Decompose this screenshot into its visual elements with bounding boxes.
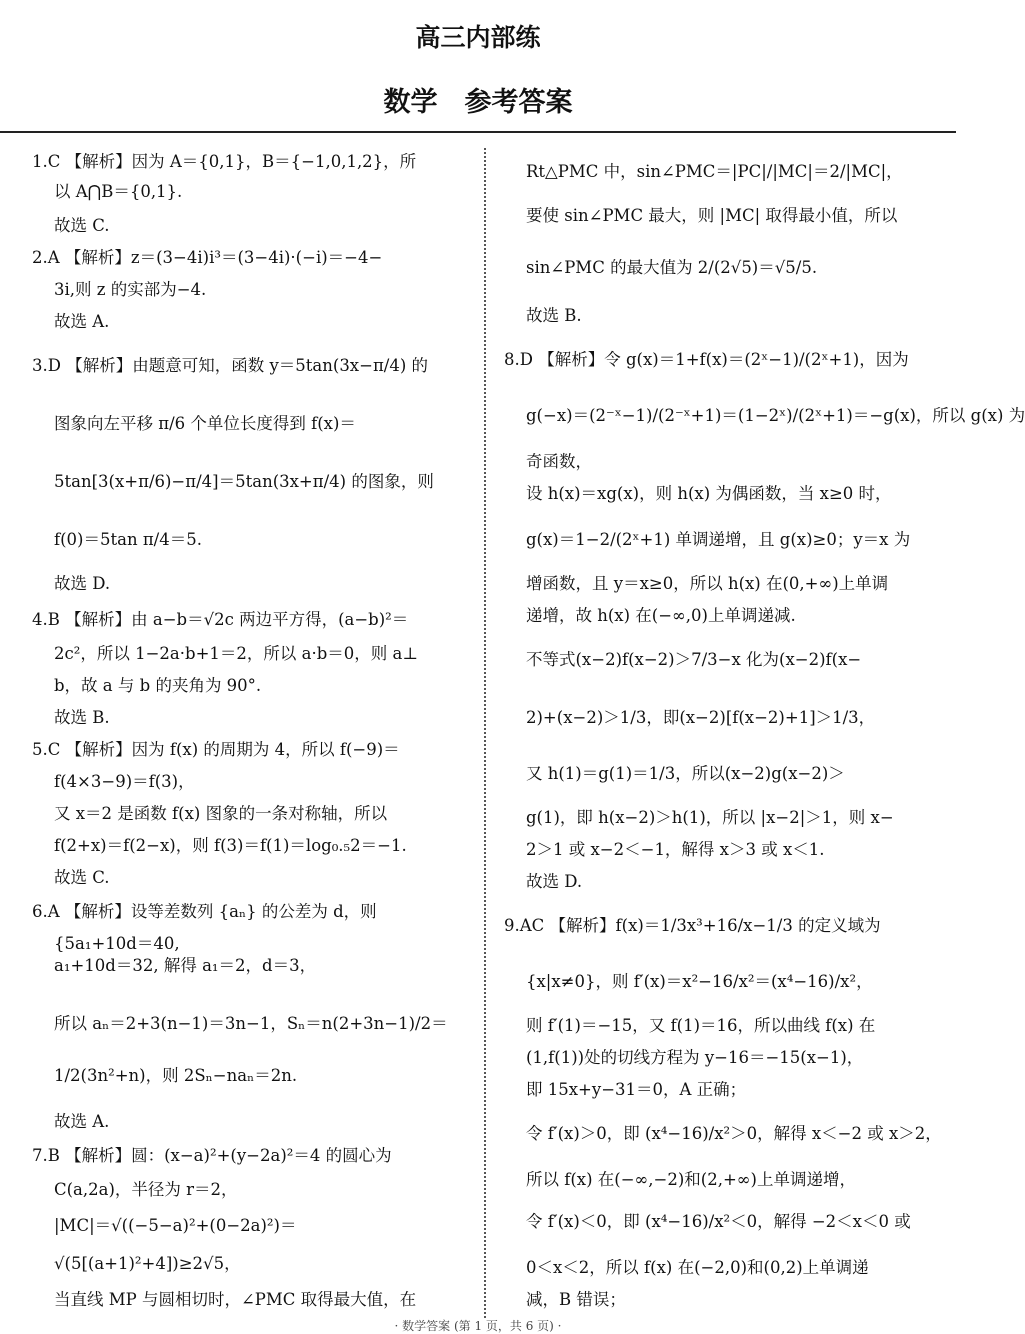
answer-line: 2)+(x−2)＞1/3，即(x−2)[f(x−2)+1]＞1/3， <box>526 708 876 727</box>
answer-line: 1.C 【解析】因为 A＝{0,1}，B＝{−1,0,1,2}，所 <box>32 152 417 171</box>
answer-line: 图象向左平移 π/6 个单位长度得到 f(x)＝ <box>54 414 356 433</box>
answer-line: 令 f′(x)＞0，即 (x⁴−16)/x²＞0，解得 x＜−2 或 x＞2， <box>526 1124 942 1143</box>
answer-line: 奇函数， <box>526 452 592 471</box>
answer-line: 故选 B. <box>54 708 110 727</box>
answer-line: g(x)＝1−2/(2ˣ+1) 单调递增，且 g(x)≥0；y＝x 为 <box>526 530 911 549</box>
answer-line: √(5[(a+1)²+4])≥2√5， <box>54 1254 241 1273</box>
answer-line: 7.B 【解析】圆：(x−a)²+(y−2a)²＝4 的圆心为 <box>32 1146 392 1165</box>
answer-line: 减，B 错误； <box>526 1290 626 1309</box>
answer-line: 0＜x＜2，所以 f(x) 在(−2,0)和(0,2)上单调递 <box>526 1258 869 1277</box>
answer-line: 增函数，且 y＝x≥0，所以 h(x) 在(0,+∞)上单调 <box>526 574 889 593</box>
answer-line: 1/2(3n²+n)，则 2Sₙ−naₙ＝2n. <box>54 1066 298 1085</box>
answer-line: 8.D 【解析】令 g(x)＝1+f(x)＝(2ˣ−1)/(2ˣ+1)，因为 <box>504 350 909 369</box>
answer-line: 故选 D. <box>526 872 583 891</box>
answer-line: 设 h(x)＝xg(x)，则 h(x) 为偶函数，当 x≥0 时， <box>526 484 892 503</box>
answer-line: 故选 D. <box>54 574 111 593</box>
page-footer: · 数学答案 (第 1 页，共 6 页) · <box>394 1319 562 1333</box>
answer-line: 又 h(1)＝g(1)＝1/3，所以(x−2)g(x−2)＞ <box>526 764 845 783</box>
answer-line: (1,f(1))处的切线方程为 y−16＝−15(x−1)， <box>526 1048 864 1067</box>
answer-line: 6.A 【解析】设等差数列 {aₙ} 的公差为 d，则 <box>32 902 377 921</box>
answer-line: 4.B 【解析】由 a−b＝√2c 两边平方得，(a−b)²＝ <box>32 610 409 629</box>
answer-line: g(−x)＝(2⁻ˣ−1)/(2⁻ˣ+1)＝(1−2ˣ)/(2ˣ+1)＝−g(x)，所以 g(x) 为 <box>526 406 1025 425</box>
answer-line: 故选 C. <box>54 216 110 235</box>
answer-line: 9.AC 【解析】f(x)＝1/3x³+16/x−1/3 的定义域为 <box>504 916 881 935</box>
answer-line: 即 15x+y−31＝0，A 正确； <box>526 1080 747 1099</box>
answer-line: f(0)＝5tan π/4＝5. <box>54 530 202 549</box>
answer-line: 2c²，所以 1−2a·b+1＝2，所以 a·b＝0，则 a⊥ <box>54 644 418 663</box>
answer-line: {x|x≠0}，则 f′(x)＝x²−16/x²＝(x⁴−16)/x²， <box>526 972 873 991</box>
answer-line: {5a₁+10d＝40, <box>54 934 180 953</box>
answer-line: |MC|＝√((−5−a)²+(0−2a)²)＝ <box>54 1216 297 1235</box>
answer-line: 要使 sin∠PMC 最大，则 |MC| 取得最小值，所以 <box>526 206 898 225</box>
answer-line: f(4×3−9)＝f(3)， <box>54 772 195 791</box>
answer-line: Rt△PMC 中，sin∠PMC＝|PC|/|MC|＝2/|MC|， <box>526 162 903 181</box>
answer-line: b，故 a 与 b 的夹角为 90°. <box>54 676 262 695</box>
answer-line: a₁+10d＝32, 解得 a₁＝2，d＝3， <box>54 956 317 975</box>
answer-line: 3i,则 z 的实部为−4. <box>54 280 207 299</box>
answer-line: 故选 A. <box>54 312 110 331</box>
page-subtitle: 数学 参考答案 <box>383 87 573 118</box>
answer-line: sin∠PMC 的最大值为 2/(2√5)＝√5/5. <box>526 258 818 277</box>
answer-line: 2＞1 或 x−2＜−1，解得 x＞3 或 x＜1. <box>526 840 825 859</box>
answer-line: C(a,2a)，半径为 r＝2， <box>54 1180 238 1199</box>
answer-line: 3.D 【解析】由题意可知，函数 y＝5tan(3x−π/4) 的 <box>32 356 429 375</box>
answer-line: g(1)，即 h(x−2)＞h(1)，所以 |x−2|＞1，则 x− <box>526 808 894 827</box>
answer-line: 则 f′(1)＝−15，又 f(1)＝16，所以曲线 f(x) 在 <box>526 1016 876 1035</box>
answer-line: 当直线 MP 与圆相切时，∠PMC 取得最大值，在 <box>54 1290 417 1309</box>
header-rule <box>0 131 956 133</box>
answer-line: 所以 aₙ＝2+3(n−1)＝3n−1，Sₙ＝n(2+3n−1)/2＝ <box>54 1014 448 1033</box>
answer-line: 故选 C. <box>54 868 110 887</box>
answer-line: 不等式(x−2)f(x−2)＞7/3−x 化为(x−2)f(x− <box>526 650 862 669</box>
answer-line: 故选 A. <box>54 1112 110 1131</box>
answer-line: 5.C 【解析】因为 f(x) 的周期为 4，所以 f(−9)＝ <box>32 740 400 759</box>
page-title: 高三内部练 <box>415 23 541 52</box>
answer-line: 故选 B. <box>526 306 582 325</box>
answer-line: 5tan[3(x+π/6)−π/4]＝5tan(3x+π/4) 的图象，则 <box>54 472 434 491</box>
column-divider <box>484 148 486 1318</box>
answer-line: f(2+x)＝f(2−x)，则 f(3)＝f(1)＝log₀.₅2＝−1. <box>54 836 407 855</box>
answer-line: 递增，故 h(x) 在(−∞,0)上单调递减. <box>526 606 796 625</box>
answer-line: 2.A 【解析】z＝(3−4i)i³＝(3−4i)·(−i)＝−4− <box>32 248 383 267</box>
answer-line: 所以 f(x) 在(−∞,−2)和(2,+∞)上单调递增， <box>526 1170 856 1189</box>
answer-line: 又 x＝2 是函数 f(x) 图象的一条对称轴，所以 <box>54 804 388 823</box>
answer-line: 令 f′(x)＜0，即 (x⁴−16)/x²＜0，解得 −2＜x＜0 或 <box>526 1212 911 1231</box>
answer-line: 以 A⋂B＝{0,1}. <box>54 182 183 201</box>
